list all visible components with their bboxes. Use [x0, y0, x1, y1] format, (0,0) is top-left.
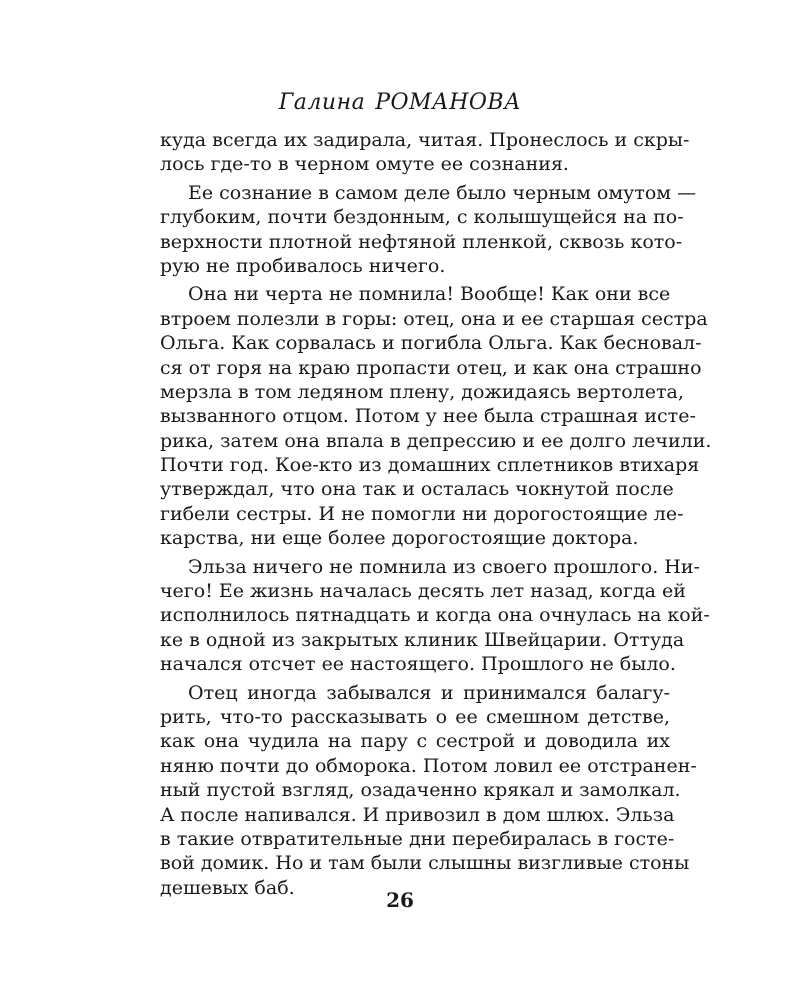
- paragraph: [160, 555, 710, 677]
- text-line: Почти год. Кое-кто из домашних сплетников втихаря: [160, 454, 700, 477]
- text-line: как она чудила на пару с сестрой и доводила их: [160, 730, 670, 753]
- text-line: Она ни черта не помнила! Вообще! Как они все: [188, 283, 671, 306]
- text-line: мерзла в том ледяном плену, дожидаясь вертолета,: [160, 380, 684, 403]
- running-header: [0, 90, 800, 115]
- text-line: ся от горя на краю пропасти отец, и как она страшно: [160, 356, 702, 379]
- text-line: глубоким, почти бездонным, с колышущейся на по-: [160, 206, 684, 229]
- text-line: ный пустой взгляд, озадаченно крякал и замолкал.: [160, 779, 681, 802]
- text-line: куда всегда их задирала, читая. Пронеслось и скры-: [160, 129, 690, 151]
- text-line: дешевых баб.: [160, 876, 295, 899]
- text-line: Отец иногда забывался и принимался балагу-: [188, 681, 670, 704]
- text-line: вызванного отцом. Потом у нее была страшная исте-: [160, 405, 696, 428]
- author-last-name: РОМАНОВА: [375, 90, 522, 115]
- paragraph: [160, 181, 697, 279]
- text-line: гибели сестры. И не помогли ни дорогостоящие ле-: [160, 502, 684, 525]
- text-line: рую не пробивалось ничего.: [160, 254, 446, 277]
- text-line: Ее сознание в самом деле было черным омутом —: [188, 181, 697, 204]
- text-line: вой домик. Но и там были слышны визгливые стоны: [160, 852, 690, 875]
- text-line: ке в одной из закрытых клиник Швейцарии. Оттуда: [160, 628, 685, 651]
- paragraph: [160, 128, 690, 177]
- page-number: 26: [386, 888, 414, 912]
- text-line: рика, затем она впала в депрессию и ее долго лечили.: [160, 429, 712, 452]
- text-line: чего! Ее жизнь началась десять лет назад, когда ей: [160, 580, 686, 603]
- text-line: начался отсчет ее настоящего. Прошлого не было.: [160, 653, 676, 676]
- paragraph: [160, 681, 697, 901]
- text-line: исполнилось пятнадцать и когда она очнулась на кой-: [160, 604, 710, 627]
- text-line: лось где-то в черном омуте ее сознания.: [160, 153, 569, 176]
- author-first-name: Галина: [278, 90, 366, 115]
- text-line: рить, что-то рассказывать о ее смешном детстве,: [160, 705, 670, 728]
- text-line: Ольга. Как сорвалась и погибла Ольга. Как бесновал-: [160, 332, 702, 355]
- body-text: [160, 128, 712, 900]
- text-line: утверждал, что она так и осталась чокнутой после: [160, 478, 674, 501]
- text-line: карства, ни еще более дорогостоящие доктора.: [160, 527, 639, 550]
- text-line: няню почти до обморока. Потом ловил ее отстранен-: [160, 754, 697, 777]
- text-line: Эльза ничего не помнила из своего прошлого. Ни-: [188, 555, 700, 578]
- text-line: втроем полезли в горы: отец, она и ее старшая сестра: [160, 307, 708, 330]
- text-line: верхности плотной нефтяной пленкой, сквозь кото-: [160, 230, 683, 253]
- text-line: А после напивался. И привозил в дом шлюх. Эльза: [160, 803, 675, 826]
- text-line: в такие отвратительные дни перебиралась в госте-: [160, 827, 675, 850]
- paragraph: [160, 282, 712, 550]
